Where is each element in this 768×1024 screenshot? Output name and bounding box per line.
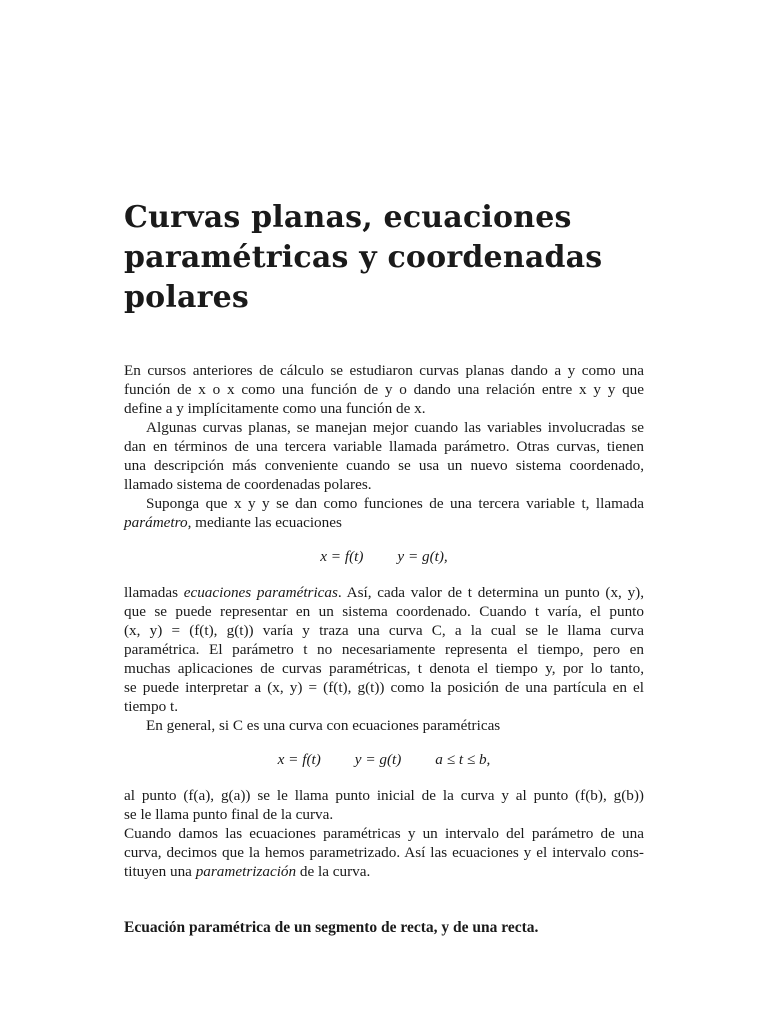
text-line: función de x o x como una función de y o dando una relación entre x y y que (124, 381, 644, 398)
emphasis-parametro: parámetro (124, 514, 188, 531)
text-line: llamado sistema de coordenadas polares. (124, 476, 372, 493)
emphasis-parametrizacion: parametrización (195, 863, 297, 880)
text-line: muchas aplicaciones de curvas paramétricas, t denota el tiempo y, por lo tanto, (124, 660, 644, 677)
text-line (124, 862, 644, 881)
emphasis-ecuaciones-parametricas: ecuaciones paramétricas (183, 584, 338, 601)
chapter-title-line-1: Curvas planas, ecuaciones (124, 200, 572, 235)
text-line: que se puede representar en un sistema coordenado. Cuando t varía, el punto (124, 603, 644, 620)
text-line: Cuando damos las ecuaciones paramétricas y un intervalo del parámetro de una (124, 825, 644, 842)
text-line: se le llama punto final de la curva. (124, 806, 334, 823)
equation-y: y = g(t), (397, 548, 448, 565)
document-page (124, 0, 644, 1024)
chapter-title-line-3: polares (124, 280, 250, 315)
paragraph-parametric-equations (124, 583, 644, 716)
text-line: paramétrica. El parámetro t no necesariamente representa el tiempo, pero en (124, 641, 644, 658)
paragraph-intro (124, 361, 644, 418)
equation-parametric-1 (124, 547, 644, 566)
chapter-title-line-2: paramétricas y coordenadas (124, 240, 603, 275)
paragraph-plane-curves (124, 418, 644, 494)
body-text (124, 361, 644, 881)
text-fragment: tituyen una (124, 863, 196, 880)
text-line (124, 583, 644, 602)
paragraph-general (124, 716, 644, 735)
text-line: curva, decimos que la hemos parametrizado. Así las ecuaciones y el intervalo cons- (124, 844, 644, 861)
text-line: Algunas curvas planas, se manejan mejor cuando las variables involucradas se (146, 419, 644, 436)
text-line: (x, y) = (f(t), g(t)) varía y traza una curva C, a la cual se le llama curva (124, 622, 644, 639)
text-fragment: de la curva. (296, 863, 371, 880)
text-fragment: . Así, cada valor de t determina un punto (x, y), (337, 584, 645, 601)
paragraph-parameter (124, 494, 644, 532)
text-line: En general, si C es una curva con ecuaciones paramétricas (146, 717, 501, 734)
equation-y: y = g(t) (354, 751, 402, 768)
text-line: al punto (f(a), g(a)) se le llama punto inicial de la curva y al punto (f(b), g(b)) (124, 787, 644, 804)
equation-x: x = f(t) (320, 548, 364, 565)
equation-x: x = f(t) (277, 751, 321, 768)
text-fragment: llamadas (124, 584, 184, 601)
text-line: se puede interpretar a (x, y) = (f(t), g(t)) como la posición de una partícula en el (124, 679, 644, 696)
paragraph-parametrization (124, 824, 644, 881)
paragraph-endpoints (124, 786, 644, 824)
text-line: Suponga que x y y se dan como funciones de una tercera variable t, llamada (146, 495, 644, 512)
text-line: una descripción más conveniente cuando se usa un nuevo sistema coordenado, (124, 457, 644, 474)
text-line: tiempo t. (124, 698, 178, 715)
section-heading: Ecuación paramétrica de un segmento de recta, y de una recta. (124, 919, 539, 936)
text-line: dan en términos de una tercera variable llamada parámetro. Otras curvas, tienen (124, 438, 644, 455)
text-line (124, 513, 644, 532)
text-fragment: , mediante las ecuaciones (187, 514, 342, 531)
text-line: En cursos anteriores de cálculo se estudiaron curvas planas dando a y como una (124, 362, 644, 379)
chapter-title (124, 198, 644, 318)
equation-interval: a ≤ t ≤ b, (435, 751, 491, 768)
text-line: define a y implícitamente como una función de x. (124, 400, 426, 417)
equation-parametric-2 (124, 750, 644, 769)
